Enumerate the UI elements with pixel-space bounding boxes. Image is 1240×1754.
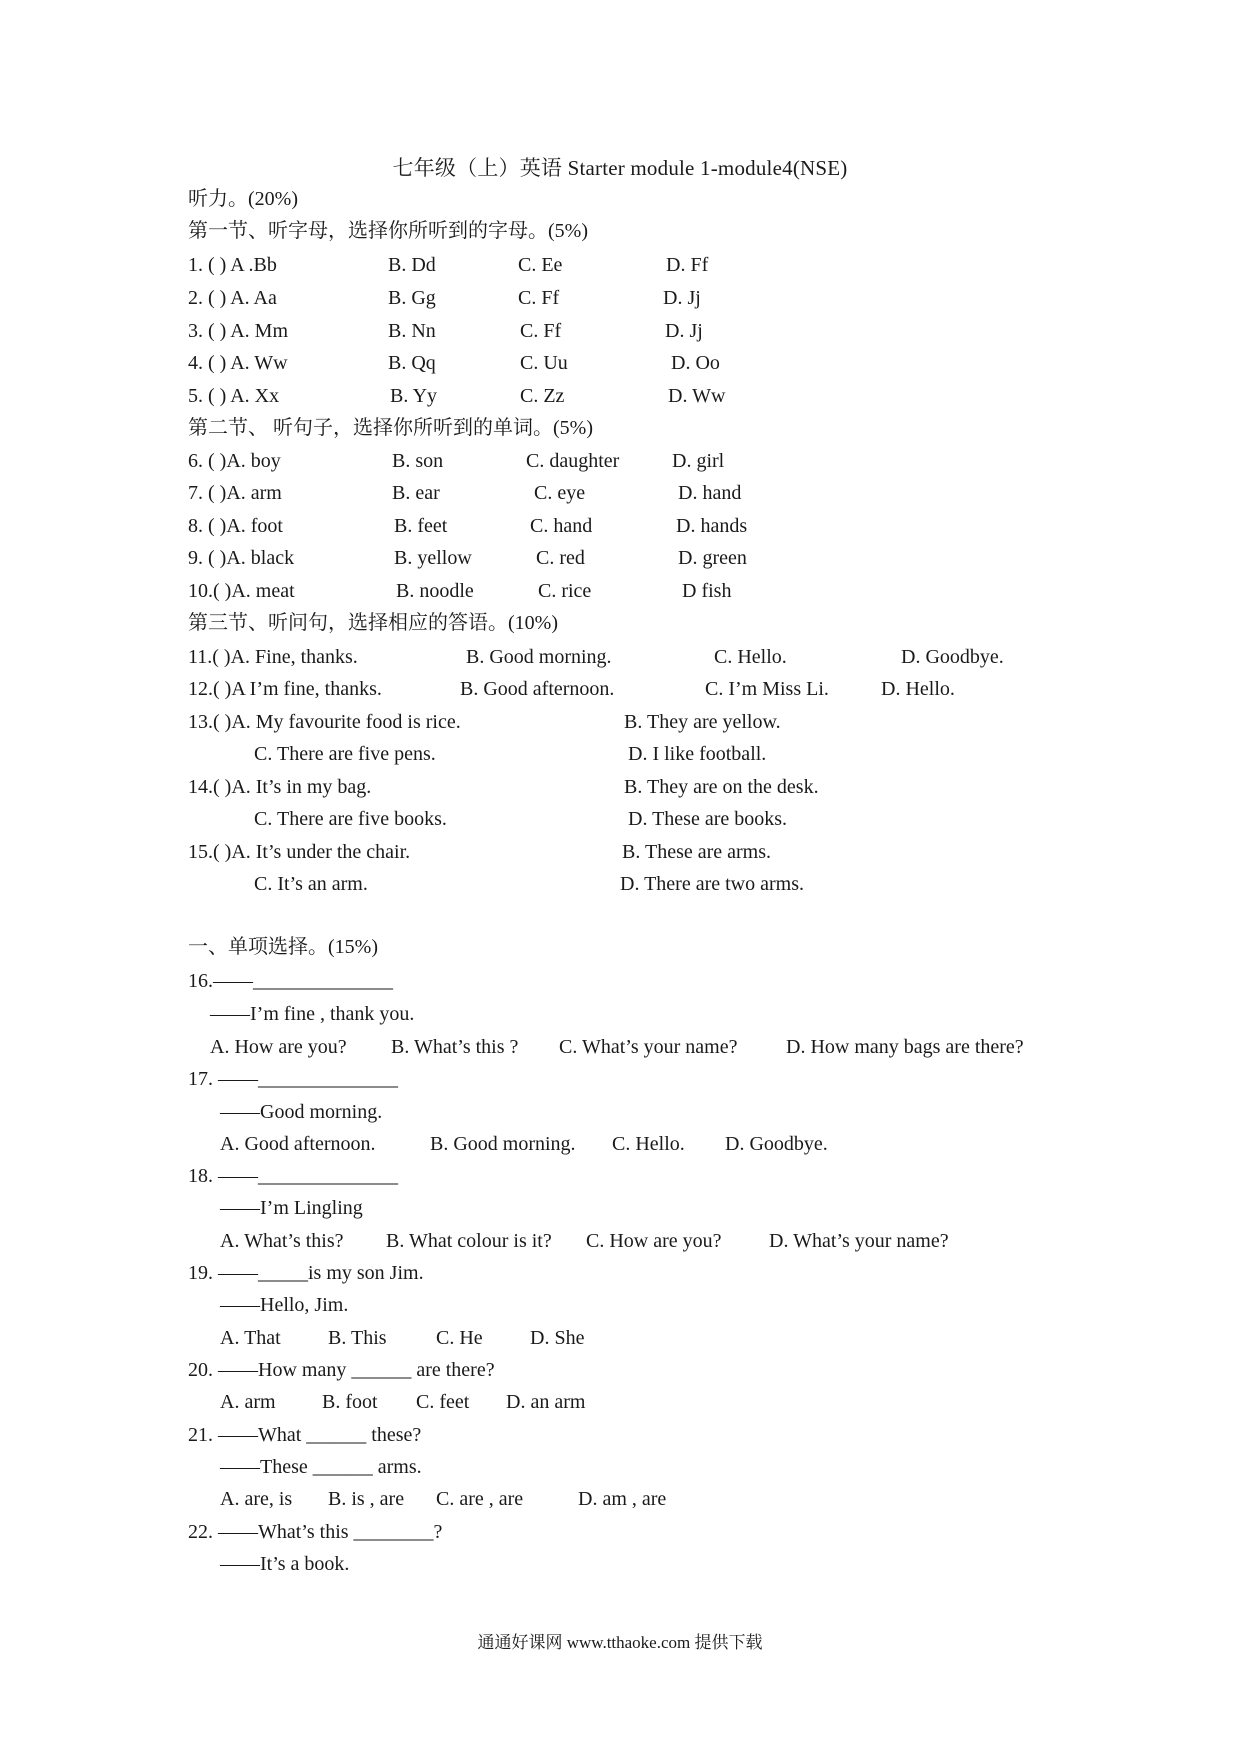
line-text: A. are, is [220,1488,293,1510]
page-title: 七年级（上）英语 Starter module 1-module4(NSE) [392,156,848,180]
line-text: A. arm [220,1391,276,1413]
line-text: ——These ______ arms. [220,1456,422,1478]
option-text: C. Uu [520,352,568,374]
option-text: D. What’s your name? [769,1230,949,1252]
line-text: A. How are you? [210,1036,347,1058]
line-text: 4. ( ) A. Ww [188,352,288,374]
option-text: B. feet [394,515,448,537]
option-text: B. is , are [328,1488,405,1510]
line-text: 14.( )A. It’s in my bag. [188,776,372,798]
option-text: C. What’s your name? [559,1036,738,1058]
line-text: 19. ——_____is my son Jim. [188,1262,424,1284]
line-text: ——I’m fine , thank you. [210,1003,415,1025]
option-text: C. rice [538,580,592,602]
option-text: B. Dd [388,254,436,276]
option-text: B. Nn [388,320,436,342]
line-text: 7. ( )A. arm [188,482,282,504]
line-text: 一、单项选择。(15%) [188,936,378,958]
option-text: D. These are books. [628,808,788,830]
option-text: D. Oo [671,352,720,374]
option-text: C. He [436,1327,483,1349]
option-text: D. She [530,1327,585,1349]
option-text: D. Goodbye. [725,1133,828,1155]
page-footer: 通通好课网 www.tthaoke.com 提供下载 [477,1633,763,1652]
line-text: C. It’s an arm. [254,873,368,895]
line-text: 2. ( ) A. Aa [188,287,277,309]
line-text: 9. ( )A. black [188,547,295,569]
option-text: D. green [678,547,747,569]
line-text: A. What’s this? [220,1230,344,1252]
option-text: B. This [328,1327,387,1349]
option-text: C. Ee [518,254,563,276]
line-text: A. That [220,1327,281,1349]
option-text: C. red [536,547,585,569]
line-text: 18. ——______________ [188,1165,398,1187]
option-text: D. There are two arms. [620,873,805,895]
line-text: C. There are five books. [254,808,447,830]
option-text: D. hands [676,515,748,537]
option-text: B. Good afternoon. [460,678,615,700]
option-text: D. Goodbye. [901,646,1004,668]
option-text: C. Ff [520,320,562,342]
line-text: 11.( )A. Fine, thanks. [188,646,358,668]
line-text: 20. ——How many ______ are there? [188,1359,495,1381]
line-text: 第三节、听问句，选择相应的答语。(10%) [188,612,558,634]
line-text: 1. ( ) A .Bb [188,254,277,276]
option-text: B. They are on the desk. [624,776,819,798]
option-text: C. eye [534,482,586,504]
option-text: B. They are yellow. [624,711,781,733]
option-text: B. foot [322,1391,378,1413]
line-text: 8. ( )A. foot [188,515,283,537]
option-text: C. Hello. [714,646,787,668]
line-text: 13.( )A. My favourite food is rice. [188,711,461,733]
line-text: 12.( )A I’m fine, thanks. [188,678,382,700]
option-text: D. an arm [506,1391,586,1413]
option-text: C. feet [416,1391,470,1413]
option-text: B. These are arms. [622,841,772,863]
line-text: ——I’m Lingling [220,1197,363,1219]
line-text: 6. ( )A. boy [188,450,281,472]
option-text: C. I’m Miss Li. [705,678,829,700]
option-text: D. Hello. [881,678,955,700]
option-text: D. Jj [663,287,701,309]
option-text: B. What colour is it? [386,1230,552,1252]
option-text: C. Zz [520,385,565,407]
option-text: B. noodle [396,580,474,602]
option-text: D. am , are [578,1488,667,1510]
option-text: C. hand [530,515,593,537]
line-text: 听力。(20%) [188,188,298,210]
line-text: 17. ——______________ [188,1068,398,1090]
option-text: B. Qq [388,352,436,374]
option-text: B. yellow [394,547,472,569]
line-text: 第二节、 听句子，选择你所听到的单词。(5%) [188,417,593,439]
option-text: B. Yy [390,385,438,407]
option-text: B. ear [392,482,440,504]
line-text: C. There are five pens. [254,743,436,765]
line-text: 第一节、听字母，选择你所听到的字母。(5%) [188,220,588,242]
option-text: B. son [392,450,444,472]
option-text: D. Ww [668,385,726,407]
option-text: D. hand [678,482,742,504]
option-text: C. Ff [518,287,560,309]
option-text: C. are , are [436,1488,524,1510]
line-text: A. Good afternoon. [220,1133,376,1155]
line-text: ——Good morning. [220,1101,383,1123]
option-text: C. Hello. [612,1133,685,1155]
option-text: D. Jj [665,320,703,342]
line-text: 10.( )A. meat [188,580,295,602]
option-text: D fish [682,580,732,602]
line-text: 16.——______________ [188,970,393,992]
option-text: B. Good morning. [430,1133,576,1155]
option-text: B. Gg [388,287,436,309]
option-text: B. What’s this ? [391,1036,519,1058]
line-text: 22. ——What’s this ________? [188,1521,443,1543]
option-text: C. How are you? [586,1230,722,1252]
option-text: B. Good morning. [466,646,612,668]
option-text: D. I like football. [628,743,767,765]
line-text: ——It’s a book. [220,1553,350,1575]
option-text: D. How many bags are there? [786,1036,1024,1058]
line-text: 15.( )A. It’s under the chair. [188,841,411,863]
line-text: 5. ( ) A. Xx [188,385,280,407]
line-text: ——Hello, Jim. [220,1294,349,1316]
option-text: C. daughter [526,450,620,472]
line-text: 21. ——What ______ these? [188,1424,422,1446]
option-text: D. girl [672,450,725,472]
line-text: 3. ( ) A. Mm [188,320,288,342]
option-text: D. Ff [666,254,709,276]
